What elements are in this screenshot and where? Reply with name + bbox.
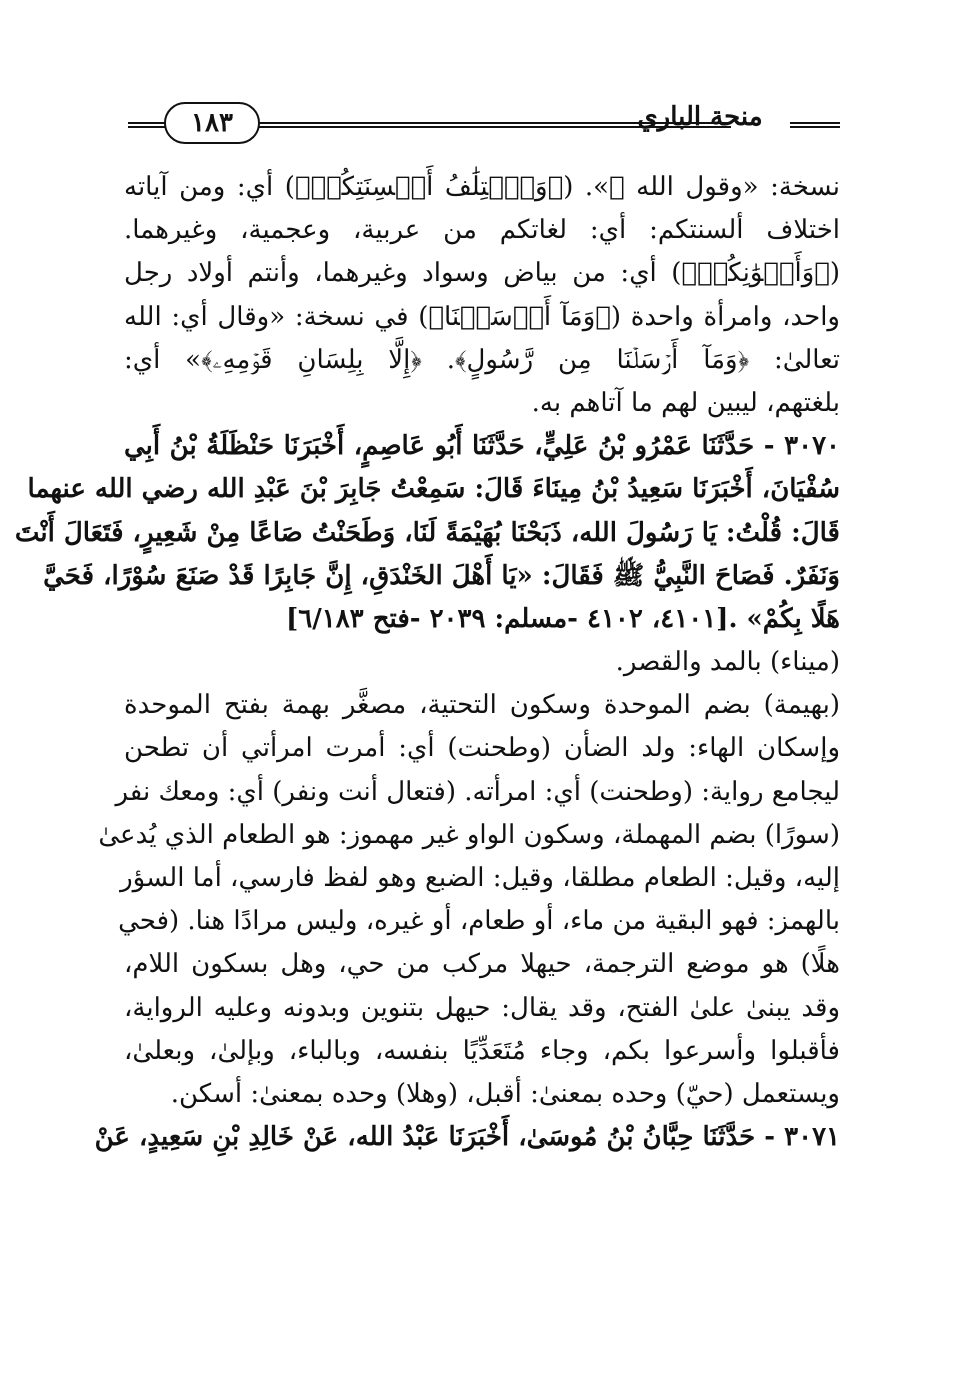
header-rule-left — [128, 122, 168, 128]
text-line: اختلاف ألسنتكم: أي: لغاتكم من عربية، وعجمية، وغيرهما. — [124, 215, 840, 246]
page-header — [128, 98, 840, 158]
text-line: فأقبلوا وأسرعوا بكم، وجاء مُتَعَدِّيًا بنفسه، وبالباء، وبإلىٰ، وبعلىٰ، — [124, 1035, 840, 1066]
hadith-line: ٣٠٧١ - حَدَّثَنَا حِبَّانُ بْنُ مُوسَىٰ، أَخْبَرَنَا عَبْدُ الله، عَنْ خَالِدِ بْنِ سَعِيدٍ، عَنْ — [94, 1122, 840, 1153]
text-line: ليجامع رواية: (وطحنت) أي: امرأته. (فتعال أنت ونفر) أي: ومعك نفر — [115, 776, 840, 807]
text-line: بلغتهم، ليبين لهم ما آتاهم به. — [531, 387, 840, 418]
text-line: ويستعمل (حيّ) وحده بمعنىٰ: أقبل، (وهلا) وحده بمعنىٰ: أسكن. — [170, 1078, 840, 1109]
page-number-frame — [164, 102, 260, 144]
page-body — [14, 166, 841, 1159]
text-line: (بهيمة) بضم الموحدة وسكون التحتية، مصغَّر بهمة بفتح الموحدة — [124, 690, 840, 721]
hadith-line: هَلًا بِكُمْ» .[٤١٠١، ٤١٠٢ -مسلم: ٢٠٣٩ -فتح ٦/١٨٣] — [285, 603, 840, 634]
text-line: (ميناء) بالمد والقصر. — [615, 647, 840, 678]
text-line: وإسكان الهاء: ولد الضأن (وطحنت) أي: أمرت امرأتي أن تطحن — [124, 733, 840, 764]
text-line: (سورًا) بضم المهملة، وسكون الواو غير مهموز: هو الطعام الذي يُدعىٰ — [98, 819, 840, 850]
book-title: منحة الباري — [637, 102, 763, 132]
text-line: (﴿وَأَلۡوَٰنِكُمۡ﴾) أي: من بياض وسواد وغيرهما، وأنتم أولاد رجل — [124, 258, 840, 289]
text-line: بالهمز: فهو البقية من ماء، أو طعام، أو غيره، وليس مرادًا هنا. (فحي — [118, 906, 840, 937]
text-line: وقد يبنىٰ علىٰ الفتح، وقد يقال: حيهل بتنوين وبدونه وعليه الرواية، — [124, 992, 841, 1023]
hadith-line: سُفْيَانَ، أَخْبَرَنَا سَعِيدُ بْنُ مِينَاءَ قَالَ: سَمِعْتُ جَابِرَ بْنَ عَبْدِ الله رضي الله عنهما — [27, 474, 840, 505]
text-line: هلًا) هو موضع الترجمة، حيهلا مركب من حي، وهل بسكون اللام، — [124, 949, 840, 980]
hadith-line: قَالَ: قُلْتُ: يَا رَسُولَ الله، ذَبَحْنَا بُهَيْمَةً لَنَا، وَطَحَنْتُ صَاعًا مِنْ شَعِيرٍ، فَتَعَالَ أَنْتَ — [14, 517, 840, 548]
hadith-line: ٣٠٧٠ - حَدَّثَنَا عَمْرُو بْنُ عَلِيٍّ، حَدَّثَنَا أَبُو عَاصِمٍ، أَخْبَرَنَا حَنْظَلَةُ بْنُ أَبِي — [124, 431, 840, 462]
page-number: ١٨٣ — [191, 108, 233, 138]
hadith-line: وَنَفَرٌ. فَصَاحَ النَّبِيُّ ﷺ فَقَالَ: «يَا أَهْلَ الخَنْدَقِ، إِنَّ جَابِرًا قَدْ صَنَعَ سُوْرًا، فَحَيَّ — [43, 560, 840, 591]
text-line: تعالىٰ: ﴿وَمَآ أَرۡسَلۡنَا مِن رَّسُولٍ﴾. ﴿إِلَّا بِلِسَانِ قَوۡمِهِۦ﴾» أي: — [124, 344, 840, 375]
text-line: نسخة: «وقول الله ﷻ». (﴿وَٱخۡتِلَٰفُ أَلۡسِنَتِكُمۡ﴾) أي: ومن آياته — [124, 172, 840, 202]
text-line: إليه، وقيل: الطعام مطلقا، وقيل: الضبع وهو لفظ فارسي، أما السؤر — [120, 863, 840, 893]
header-rule-right — [790, 122, 840, 128]
text-line: واحد، وامرأة واحدة (﴿وَمَآ أَرۡسَلۡنَا﴾) في نسخة: «وقال أي: الله — [124, 301, 840, 332]
